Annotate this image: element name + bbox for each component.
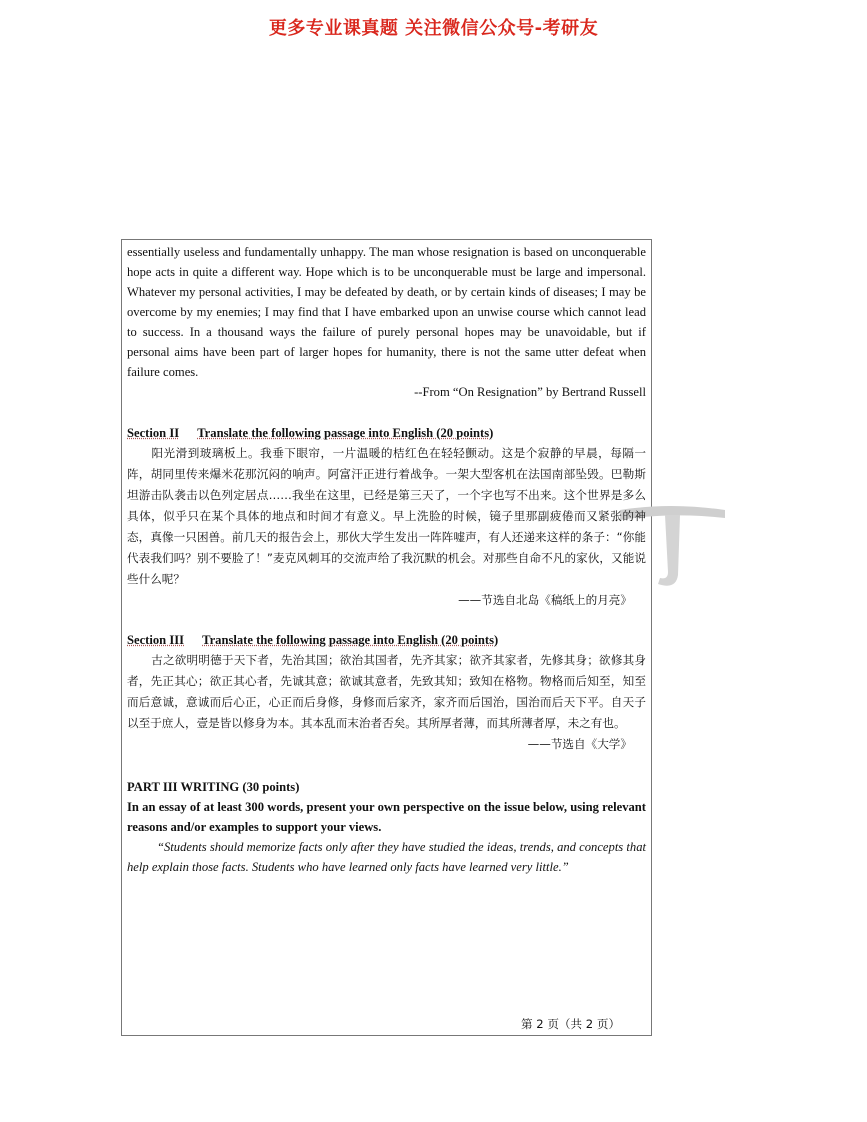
section-2-attribution: ——节选自北岛《稿纸上的月亮》 [458, 593, 632, 607]
promo-banner: 更多专业课真题 关注微信公众号-考研友 [268, 18, 599, 39]
section-2-passage: 阳光滑到玻璃板上。我垂下眼帘，一片温暖的桔红色在轻轻颤动。这是个寂静的早晨，每隔一阵，胡同里传来爆米花那沉闷的响声。阿富汗正进行着战争。一架大型客机在法国南部坠毁。巴勒斯坦游击队袭击以色列定居点……我坐在这里，已经是第三天了，一个字也写不出来。这个世界是多么具体，似乎只在某个具体的地点和时间才有意义。早上洗脸的时候，镜子里那副疲倦而又紧张的神态，真像一只困兽。前几天的报告会上，那伙大学生发出一阵阵嘘声，有人还递来这样的条子：“你能代表我们吗？别不要脸了！”麦克风刺耳的交流声给了我沉默的机会。对那些自命不凡的家伙，又能说些什么呢？ [127, 446, 646, 586]
section-2-title: Translate the following passage into English (20 points) [197, 426, 494, 440]
section-3-attribution: ——节选自《大学》 [527, 737, 632, 751]
page-number: 第 2 页（共 2 页） [521, 1017, 621, 1031]
passage-attribution: --From “On Resignation” by Bertrand Russell [414, 385, 646, 399]
writing-instruction: In an essay of at least 300 words, present your own perspective on the issue below, using relevant reasons and/or examples to support your views. [127, 800, 646, 834]
exam-content [127, 242, 646, 877]
writing-prompt-quote: “Students should memorize facts only after they have studied the ideas, trends, and concepts that help explain those facts. Students who have learned only facts have learned very little.” [127, 840, 646, 874]
writing-part-title: PART III WRITING (30 points) [127, 780, 300, 794]
section-3-label: Section III [127, 633, 185, 647]
section-3-passage: 古之欲明明德于天下者，先治其国；欲治其国者，先齐其家；欲齐其家者，先修其身；欲修其身者，先正其心；欲正其心者，先诚其意；欲诚其意者，先致其知；致知在格物。物格而后知至，知至而后意诚，意诚而后心正，心正而后身修，身修而后家齐，家齐而后国治，国治而后天下平。自天子以至于庶人，壹是皆以修身为本。其本乱而末治者否矣。其所厚者薄，而其所薄者厚，未之有也。 [127, 653, 646, 730]
section-2-heading [127, 423, 646, 443]
section-3-title: Translate the following passage into English (20 points) [202, 633, 499, 647]
section-3-heading [127, 630, 646, 650]
section-2-label: Section II [127, 426, 180, 440]
passage-text: essentially useless and fundamentally unhappy. The man whose resignation is based on unconquerable hope acts in quite a different way. Hope which is to be unconquerable must be large and impersonal. Whatever my personal activities, I may be defeated by death, or by certain kinds of diseases; I may be overcome by my enemies; I may find that I have embarked upon an unwise course which cannot lead to success. In a thousand ways the failure of purely personal hopes may be unavoidable, but if personal aims have been part of larger hopes for humanity, there is not the same utter defeat when failure comes. [127, 245, 646, 379]
